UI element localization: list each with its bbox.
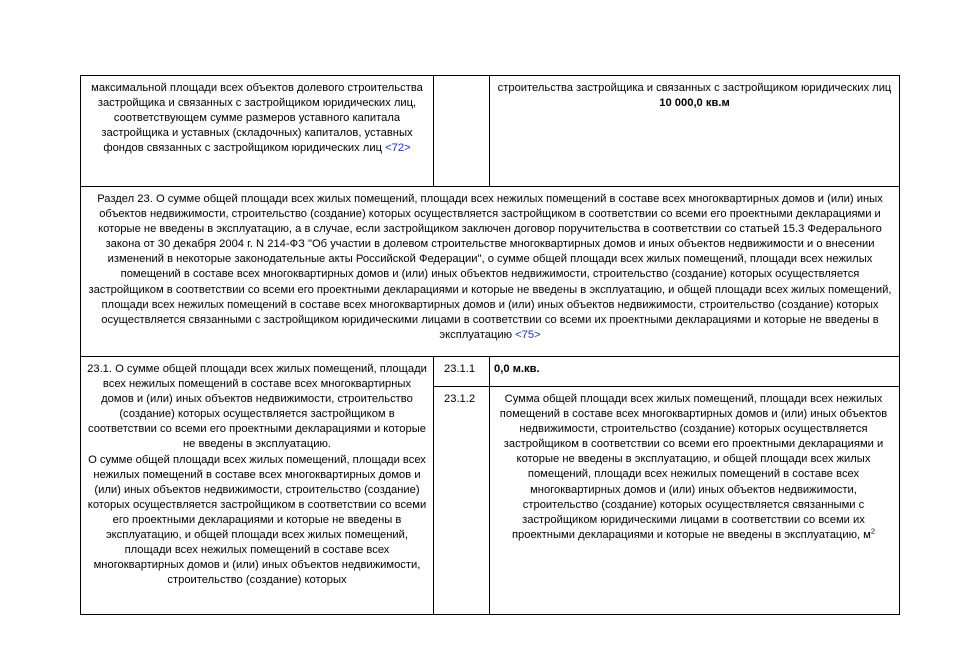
table-row: [81, 76, 900, 187]
item-23-1-paragraph-1: 23.1. О сумме общей площади всех жилых помещений, площади всех нежилых помещений в составе всех многоквартирных домов и (или) иных объектов недвижимости, строительство (создание) которых осуществляется застройщиком в соответствии со всеми его проектными декларациями и которые не введены в эксплуатацию.: [87, 363, 427, 451]
value-23-1-1: 0,0 м.кв.: [490, 357, 900, 387]
footnote-link-75[interactable]: <75>: [515, 328, 541, 341]
row1-right-text: строительства застройщика и связанных с застройщиком юридических лиц: [497, 82, 892, 94]
value-23-1-2: [490, 387, 900, 615]
value-23-1-2-text: Сумма общей площади всех жилых помещений, площади всех нежилых помещений в составе всех многоквартирных домов и (или) иных объектов недвижимости, строительство (создание) которых осуществляется застройщиком в соответствии со всеми его проектными декларациями и которые не введены в эксплуатацию, и общей площади всех жилых помещений, площади всех нежилых помещений в составе всех многоквартирных домов и (или) иных объектов недвижимости, строительство (создание) которых осуществляется связанными с застройщиком юридическими лицами в соответствии со всеми их проектными декларациями и которые не введены в эксплуатацию, м: [499, 393, 888, 541]
code-23-1-1: 23.1.1: [434, 357, 490, 387]
row1-left-text: максимальной площади всех объектов долевого строительства застройщика и связанных с застройщиком юридических лиц, соответствующем сумме размеров уставного капитала застройщика и уставных (складочных) капиталов, уставных фондов связанных с застройщиком юридических лиц: [91, 82, 423, 155]
table-row: [81, 357, 900, 387]
section-23-cell: [81, 187, 900, 357]
code-23-1-2: 23.1.2: [434, 387, 490, 615]
item-23-1-description: [81, 357, 434, 615]
section-23-text: Раздел 23. О сумме общей площади всех жилых помещений, площади всех нежилых помещений в составе всех многоквартирных домов и (или) иных объектов недвижимости, строительство (создание) которых осуществляется застройщиком в соответствии со всеми его проектными декларациями и которые не введены в эксплуатацию, а в случае, если застройщиком заключен договор поручительства в соответствии со статьей 15.3 Федерального закона от 30 декабря 2004 г. N 214-ФЗ "Об участии в долевом строительстве многоквартирных домов и иных объектов недвижимости и о внесении изменений в некоторые законодательные акты Российской Федерации", о сумме общей площади всех жилых помещений, площади всех нежилых помещений в составе всех многоквартирных домов и (или) иных объектов недвижимости, строительство (создание) которых осуществляется застройщиком в соответствии со всеми его проектными декларациями и которые не введены в эксплуатацию, и общей площади всех жилых помещений, площади всех нежилых помещений в составе всех многоквартирных домов и (или) иных объектов недвижимости, строительство (создание) которых осуществляется связанными с застройщиком юридическими лицами в соответствии со всеми их проектными декларациями и которые не введены в эксплуатацию: [88, 193, 892, 341]
item-23-1-paragraph-2: О сумме общей площади всех жилых помещений, площади всех нежилых помещений в составе всех многоквартирных домов и (или) иных объектов недвижимости, строительство (создание) которых осуществляется застройщиком в соответствии со всеми его проектными декларациями и которые не введены в эксплуатацию, и общей площади всех жилых помещений, площади всех нежилых помещений в составе всех многоквартирных домов и (или) иных объектов недвижимости, строительство (создание) которых: [87, 453, 427, 587]
footnote-link-72[interactable]: <72>: [385, 142, 411, 155]
row1-right-value: 10 000,0 кв.м: [659, 97, 730, 110]
document-page: [80, 75, 892, 615]
row1-left-cell: [81, 76, 434, 187]
row1-code-cell: [434, 76, 490, 187]
row1-right-cell: [490, 76, 900, 187]
unit-superscript: 2: [870, 526, 876, 536]
declaration-table: [80, 75, 900, 615]
section-header-row: [81, 187, 900, 357]
